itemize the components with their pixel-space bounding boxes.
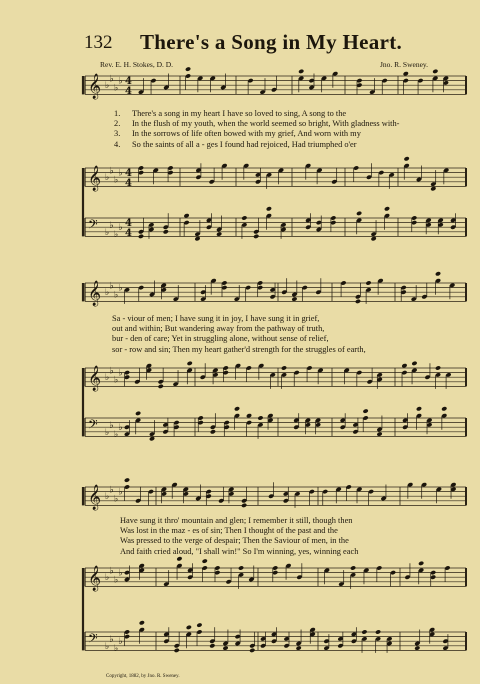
- flat-sign: ♭: [118, 368, 123, 379]
- hymn-title: There's a Song in My Heart.: [140, 30, 403, 54]
- note-head: [281, 365, 287, 370]
- note-head: [196, 622, 202, 627]
- verse-1-line-1: 1. There's a song in my heart I have so loved to sing, A song to the: [114, 109, 347, 118]
- note-head: [253, 234, 259, 239]
- flat-sign: ♭: [109, 566, 114, 577]
- note-head: [414, 645, 420, 650]
- verse-2-line-1: 2. In the flush of my youth, when the world seemed so bright, With gladness with-: [114, 119, 400, 129]
- lyrics-system-2: [112, 314, 366, 355]
- verse-3-line-3: Was pressed to the verge of despair; Then the Saviour of men, in the: [120, 536, 349, 546]
- time-signature-bottom: 4: [125, 177, 132, 189]
- verse-4-line-2: sor - row and sin; Then my heart gather'd strength for the struggles of earth,: [112, 344, 366, 354]
- note-head: [363, 408, 369, 413]
- note-head: [138, 234, 144, 239]
- note-head: [216, 231, 222, 236]
- note-head: [404, 156, 410, 161]
- bass-clef: 𝄢: [88, 631, 98, 649]
- note-head: [222, 645, 228, 650]
- note-head: [266, 206, 272, 211]
- note-head: [139, 620, 145, 625]
- flat-sign: ♭: [109, 166, 114, 177]
- verse-4-line-3: And faith cried aloud, "I shall win!" So I'm winning, yes, winning each: [120, 546, 359, 556]
- note-head: [376, 431, 382, 436]
- note-head: [365, 280, 371, 285]
- flat-sign: ♭: [118, 223, 123, 234]
- note-head: [135, 411, 141, 416]
- words-credit: Rev. E. H. Stokes, D. D.: [100, 60, 174, 69]
- note-head: [234, 406, 240, 411]
- treble-clef: 𝄞: [88, 566, 102, 591]
- note-head: [371, 236, 377, 241]
- note-head: [249, 648, 255, 653]
- treble-clef: 𝄞: [88, 366, 102, 391]
- flat-sign: ♭: [105, 573, 110, 584]
- flat-sign: ♭: [118, 283, 123, 294]
- note-head: [163, 229, 169, 234]
- music-credit: Jno. R. Sweney.: [380, 60, 429, 69]
- note-head: [185, 66, 191, 71]
- flat-sign: ♭: [109, 366, 114, 377]
- bass-clef: 𝄢: [88, 217, 98, 235]
- time-signature-top: 4: [125, 168, 132, 180]
- flat-sign: ♭: [118, 76, 123, 87]
- flat-sign: ♭: [109, 74, 114, 85]
- note-head: [355, 299, 361, 304]
- note-head: [350, 565, 356, 570]
- note-head: [183, 213, 189, 218]
- note-head: [430, 186, 436, 191]
- flat-sign: ♭: [105, 227, 110, 238]
- flat-sign: ♭: [114, 290, 119, 301]
- time-signature-bottom: 4: [125, 85, 132, 97]
- flat-sign: ♭: [114, 644, 119, 655]
- treble-clef: 𝄞: [88, 485, 102, 510]
- note-head: [416, 406, 422, 411]
- flat-sign: ♭: [118, 487, 123, 498]
- note-head: [209, 643, 215, 648]
- flat-sign: ♭: [118, 168, 123, 179]
- note-head: [186, 625, 192, 630]
- flat-sign: ♭: [114, 494, 119, 505]
- verse-1-line-3: Have sung it thro' mountain and glen; I remember it still, though then: [120, 516, 353, 525]
- flat-sign: ♭: [118, 568, 123, 579]
- note-head: [384, 206, 390, 211]
- flat-sign: ♭: [114, 230, 119, 241]
- note-head: [432, 69, 438, 74]
- note-head: [241, 503, 247, 508]
- flat-sign: ♭: [114, 575, 119, 586]
- note-head: [194, 236, 200, 241]
- note-head: [298, 69, 304, 74]
- flat-sign: ♭: [114, 83, 119, 94]
- flat-sign: ♭: [109, 420, 114, 431]
- verse-2-line-3: Was lost in the maz - es of sin; Then I thought of the past and the: [120, 526, 338, 536]
- flat-sign: ♭: [105, 492, 110, 503]
- note-head: [441, 406, 447, 411]
- page-number: 132: [84, 32, 113, 53]
- flat-sign: ♭: [109, 220, 114, 231]
- note-head: [296, 645, 302, 650]
- note-head: [241, 215, 247, 220]
- flat-sign: ♭: [109, 485, 114, 496]
- note-head: [411, 361, 417, 366]
- flat-sign: ♭: [109, 634, 114, 645]
- flat-sign: ♭: [105, 288, 110, 299]
- verse-3-line-2: bur - den of care; Yet in struggling alone, without sense of relief,: [112, 334, 329, 344]
- note-head: [257, 415, 263, 420]
- note-head: [202, 558, 208, 563]
- note-head: [149, 436, 155, 441]
- note-head: [238, 565, 244, 570]
- flat-sign: ♭: [105, 173, 110, 184]
- time-signature-top: 4: [125, 218, 132, 230]
- note-head: [246, 413, 252, 418]
- note-head: [435, 271, 441, 276]
- time-signature-top: 4: [125, 76, 132, 88]
- flat-sign: ♭: [114, 175, 119, 186]
- verse-1-line-2: Sa - viour of men; I have sung it in joy, I have sung it in grief,: [112, 314, 320, 323]
- flat-sign: ♭: [114, 375, 119, 386]
- flat-sign: ♭: [118, 637, 123, 648]
- note-head: [210, 429, 216, 434]
- note-head: [418, 561, 424, 566]
- bass-clef: 𝄢: [88, 417, 98, 435]
- flat-sign: ♭: [114, 430, 119, 441]
- note-head: [361, 629, 367, 634]
- treble-clef: 𝄞: [88, 74, 102, 99]
- treble-clef: 𝄞: [88, 281, 102, 306]
- lyrics-system-3: [120, 516, 358, 557]
- note-head: [401, 363, 407, 368]
- flat-sign: ♭: [105, 641, 110, 652]
- copyright-notice: Copyright, 1882, by Jno. R. Sweney.: [106, 674, 180, 679]
- flat-sign: ♭: [105, 427, 110, 438]
- lyrics-system-1: [114, 109, 399, 150]
- note-head: [291, 296, 297, 301]
- note-head: [375, 629, 381, 634]
- note-head: [403, 71, 409, 76]
- verse-3-line-1: 3. In the sorrows of life often bowed with my grief, And worn with my: [114, 129, 361, 139]
- verse-4-line-1: 4. So the saints of all a - ges I found had rejoiced, Had triumphed o'er: [114, 139, 357, 149]
- flat-sign: ♭: [105, 373, 110, 384]
- verse-2-line-2: out and within; But wandering away from the pathway of truth,: [112, 324, 325, 334]
- note-head: [176, 556, 182, 561]
- time-signature-bottom: 4: [125, 227, 132, 239]
- note-head: [187, 361, 193, 366]
- flat-sign: ♭: [109, 281, 114, 292]
- note-head: [158, 384, 164, 389]
- note-head: [124, 477, 130, 482]
- note-head: [356, 211, 362, 216]
- flat-sign: ♭: [118, 423, 123, 434]
- note-head: [435, 365, 441, 370]
- note-head: [174, 648, 180, 653]
- treble-clef: 𝄞: [88, 166, 102, 191]
- flat-sign: ♭: [105, 81, 110, 92]
